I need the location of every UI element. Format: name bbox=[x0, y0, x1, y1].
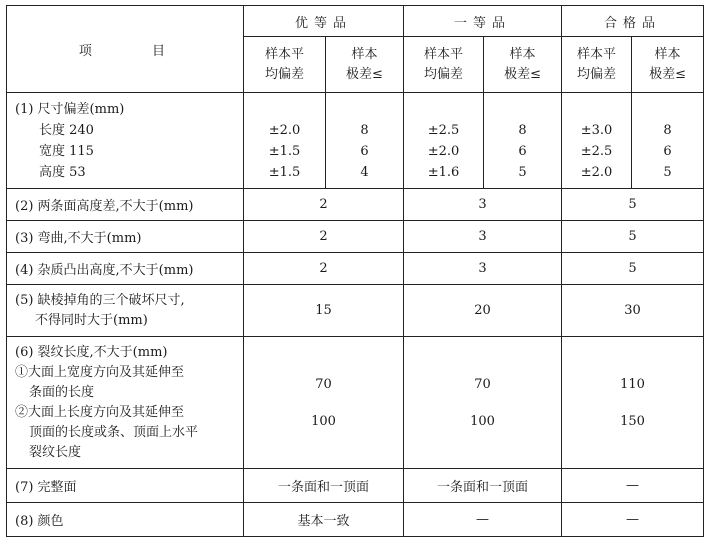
row-bending bbox=[7, 221, 704, 253]
superior-value: 基本一致 bbox=[244, 503, 404, 537]
height-difference-label: (2) 两条面高度差,不大于(mm) bbox=[7, 189, 244, 221]
superior-value: 15 bbox=[244, 285, 404, 337]
first-value: 3 bbox=[404, 221, 562, 253]
row-missing-edges bbox=[7, 285, 704, 337]
superior-value: 2 bbox=[244, 189, 404, 221]
row-color bbox=[7, 503, 704, 537]
sub-range-header: 样本 极差≤ bbox=[326, 37, 404, 93]
qualified-value: 5 bbox=[562, 221, 704, 253]
row-complete-face bbox=[7, 469, 704, 503]
first-value: 3 bbox=[404, 253, 562, 285]
quality-table-wrapper bbox=[6, 5, 704, 537]
superior-value: 2 bbox=[244, 253, 404, 285]
superior-value: 2 bbox=[244, 221, 404, 253]
first-crack-values: 70 100 bbox=[404, 337, 562, 469]
complete-face-label: (7) 完整面 bbox=[7, 469, 244, 503]
crack-length-label: (6) 裂纹长度,不大于(mm) ①大面上宽度方向及其延伸至 条面的长度 ②大面上长度方向及其延伸至 顶面的长度或条、顶面上水平 裂纹长度 bbox=[7, 337, 244, 469]
brick-quality-table bbox=[6, 5, 704, 537]
row-crack-length bbox=[7, 337, 704, 469]
row-size-deviation bbox=[7, 93, 704, 189]
impurity-protrusion-label: (4) 杂质凸出高度,不大于(mm) bbox=[7, 253, 244, 285]
qualified-mean-values: ±3.0 ±2.5 ±2.0 bbox=[562, 93, 632, 189]
qualified-value: 5 bbox=[562, 253, 704, 285]
sub-mean-header: 样本平 均偏差 bbox=[404, 37, 484, 93]
superior-crack-values: 70 100 bbox=[244, 337, 404, 469]
bending-label: (3) 弯曲,不大于(mm) bbox=[7, 221, 244, 253]
qualified-value: 5 bbox=[562, 189, 704, 221]
item-header: 项 目 bbox=[7, 6, 244, 93]
grade-first-header: 一等品 bbox=[404, 6, 562, 37]
sub-range-header: 样本 极差≤ bbox=[484, 37, 562, 93]
qualified-range-values: 8 6 5 bbox=[632, 93, 704, 189]
grade-qualified-header: 合格品 bbox=[562, 6, 704, 37]
first-mean-values: ±2.5 ±2.0 ±1.6 bbox=[404, 93, 484, 189]
superior-range-values: 8 6 4 bbox=[326, 93, 404, 189]
first-value: 3 bbox=[404, 189, 562, 221]
color-label: (8) 颜色 bbox=[7, 503, 244, 537]
first-value: 一条面和一顶面 bbox=[404, 469, 562, 503]
superior-mean-values: ±2.0 ±1.5 ±1.5 bbox=[244, 93, 326, 189]
qualified-value: 30 bbox=[562, 285, 704, 337]
sub-range-header: 样本 极差≤ bbox=[632, 37, 704, 93]
first-value: 20 bbox=[404, 285, 562, 337]
size-deviation-label: (1) 尺寸偏差(mm) 长度 240 宽度 115 高度 53 bbox=[7, 93, 244, 189]
missing-edges-label: (5) 缺棱掉角的三个破坏尺寸, 不得同时大于(mm) bbox=[7, 285, 244, 337]
superior-value: 一条面和一顶面 bbox=[244, 469, 404, 503]
first-range-values: 8 6 5 bbox=[484, 93, 562, 189]
qualified-value: — bbox=[562, 503, 704, 537]
qualified-crack-values: 110 150 bbox=[562, 337, 704, 469]
sub-mean-header: 样本平 均偏差 bbox=[244, 37, 326, 93]
qualified-value: — bbox=[562, 469, 704, 503]
grade-superior-header: 优等品 bbox=[244, 6, 404, 37]
first-value: — bbox=[404, 503, 562, 537]
row-height-difference bbox=[7, 189, 704, 221]
header-row-grades bbox=[7, 6, 704, 37]
sub-mean-header: 样本平 均偏差 bbox=[562, 37, 632, 93]
row-impurity-protrusion bbox=[7, 253, 704, 285]
